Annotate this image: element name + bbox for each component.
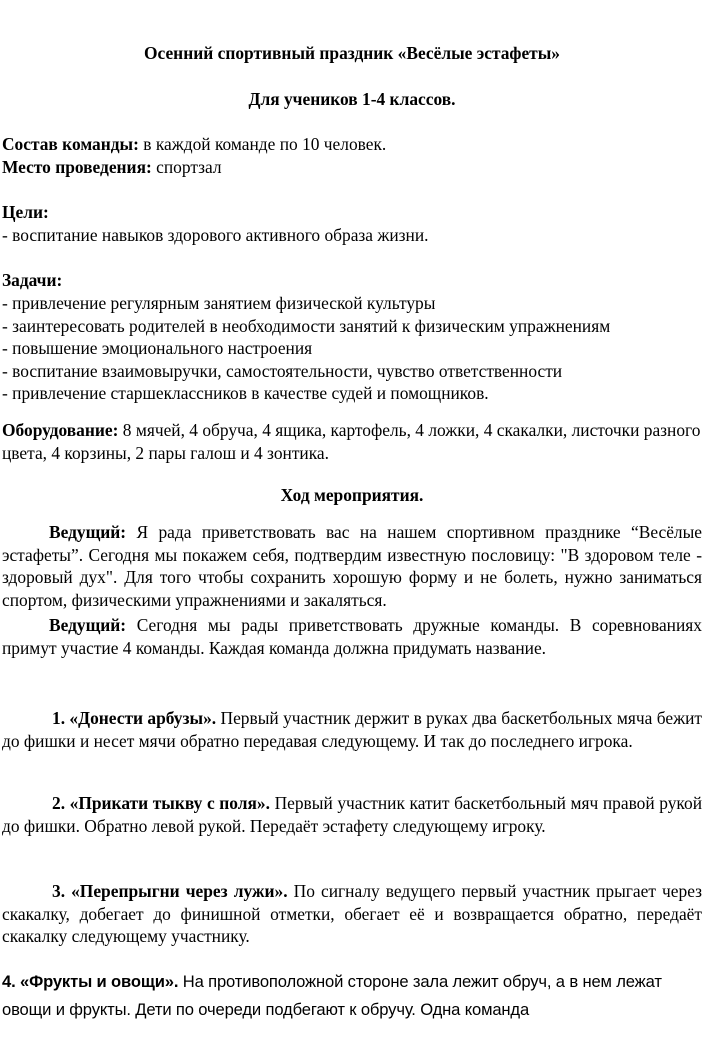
document-subtitle: Для учеников 1-4 классов. bbox=[248, 89, 456, 109]
relay-title: 1. «Донести арбузы». bbox=[52, 708, 217, 728]
venue-text: спортзал bbox=[151, 157, 222, 177]
goals-heading: Цели: bbox=[2, 202, 49, 222]
equipment bbox=[2, 419, 702, 464]
relay-title: 4. «Фрукты и овощи». bbox=[2, 972, 179, 991]
goals-list bbox=[2, 224, 429, 247]
relay-item bbox=[2, 792, 702, 837]
tasks-item: - воспитание взаимовыручки, самостоятельности, чувство ответственности bbox=[2, 360, 563, 381]
goals-item: - воспитание навыков здорового активного образа жизни. bbox=[2, 225, 429, 245]
relay-text: На противоположной стороне зала лежит обруч, а в нем лежат овощи и фрукты. Дети по очереди подбегают к обручу. Одна команда bbox=[2, 972, 662, 1019]
tasks-item: - заинтересовать родителей в необходимости занятий к физическим упражнениям bbox=[2, 315, 611, 336]
tasks-heading: Задачи: bbox=[2, 270, 63, 290]
course-heading: Ход мероприятия. bbox=[280, 485, 424, 505]
tasks-list bbox=[2, 292, 610, 405]
host-label: Ведущий: bbox=[49, 522, 127, 542]
team-composition bbox=[2, 133, 386, 156]
tasks-item: - повышение эмоционального настроения bbox=[2, 338, 313, 359]
document-title: Осенний спортивный праздник «Весёлые эстафеты» bbox=[144, 43, 560, 63]
relay-item bbox=[2, 968, 702, 1024]
relay-text: По сигналу ведущего первый участник прыгает через скакалку, добегает до финишной отметки, обегает её и возвращается обратно, передаёт скакалку следующему участнику. bbox=[2, 881, 703, 947]
venue bbox=[2, 156, 222, 179]
tasks-item: - привлечение старшеклассников в качестве судей и помощников. bbox=[2, 383, 489, 404]
relay-item bbox=[2, 707, 702, 752]
team-composition-label: Состав команды: bbox=[2, 134, 139, 154]
relay-item bbox=[2, 880, 702, 948]
host-paragraph bbox=[2, 521, 702, 611]
relay-title: 2. «Прикати тыкву с поля». bbox=[52, 793, 270, 813]
equipment-label: Оборудование: bbox=[2, 420, 119, 440]
host-text: Сегодня мы рады приветствовать дружные команды. В соревнованиях примут участие 4 команды. Каждая команда должна придумать название. bbox=[2, 615, 702, 658]
host-text: Я рада приветствовать вас на нашем спортивном празднике “Весёлые эстафеты”. Сегодня мы покажем себя, подтвердим известную пословицу: "В здоровом теле - здоровый дух". Для того чтобы сохранить хорошую форму и не болеть, нужно заниматься спортом, физическими упражнениями и закаляться. bbox=[2, 522, 702, 610]
tasks-item: - привлечение регулярным занятием физической культуры bbox=[2, 293, 436, 313]
host-paragraph bbox=[2, 614, 702, 659]
equipment-text: 8 мячей, 4 обруча, 4 ящика, картофель, 4 ложки, 4 скакалки, листочки разного цвета, 4 корзины, 2 пары галош и 4 зонтика. bbox=[2, 420, 701, 463]
relay-title: 3. «Перепрыгни через лужи». bbox=[52, 881, 288, 901]
venue-label: Место проведения: bbox=[2, 157, 152, 177]
relay-text: Первый участник держит в руках два баскетбольных мяча бежит до фишки и несет мячи обратно передавая следующему. И так до последнего игрока. bbox=[2, 708, 703, 751]
team-composition-text: в каждой команде по 10 человек. bbox=[138, 134, 387, 154]
relay-text: Первый участник катит баскетбольный мяч правой рукой до фишки. Обратно левой рукой. Передаёт эстафету следующему игроку. bbox=[2, 793, 703, 836]
host-label: Ведущий: bbox=[49, 615, 127, 635]
